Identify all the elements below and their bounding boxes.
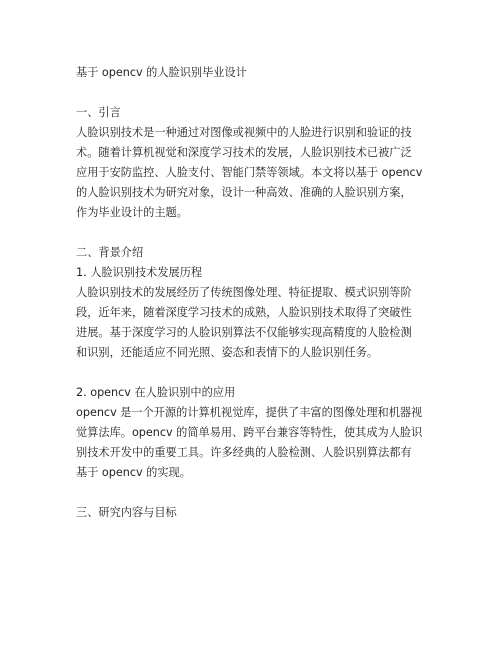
section-heading-background: 二、背景介绍 <box>76 246 144 259</box>
paragraph-line: 人脸识别技术的发展经历了传统图像处理、特征提取、模式识别等阶 <box>76 286 412 299</box>
paragraph-line: opencv 是一个开源的计算机视觉库，提供了丰富的图像处理和机器视 <box>76 406 423 419</box>
document-title: 基于 opencv 的人脸识别毕业设计 <box>76 66 247 79</box>
opencv-paragraph <box>76 403 428 483</box>
paragraph-line: 觉算法库。opencv 的简单易用、跨平台兼容等特性，使其成为人脸识 <box>76 426 423 439</box>
paragraph-line: 术。随着计算机视觉和深度学习技术的发展，人脸识别技术已被广泛 <box>76 146 412 159</box>
section-spacer <box>76 223 428 243</box>
paragraph-line: 应用于安防监控、人脸支付、智能门禁等领域。本文将以基于 opencv <box>76 166 423 179</box>
history-paragraph <box>76 283 428 363</box>
subsection-heading-history: 1. 人脸识别技术发展历程 <box>76 266 203 279</box>
introduction-paragraph <box>76 123 428 223</box>
section-spacer <box>76 363 428 383</box>
document-body <box>76 63 428 523</box>
paragraph-line: 人脸识别技术是一种通过对图像或视频中的人脸进行识别和验证的技 <box>76 126 412 139</box>
section-heading-research: 三、研究内容与目标 <box>76 506 177 519</box>
paragraph-line: 和识别，还能适应不同光照、姿态和表情下的人脸识别任务。 <box>76 346 379 359</box>
subsection-heading-opencv: 2. opencv 在人脸识别中的应用 <box>76 386 236 399</box>
paragraph-line: 段，近年来，随着深度学习技术的成熟，人脸识别技术取得了突破性 <box>76 306 412 319</box>
paragraph-line: 的人脸识别技术为研究对象，设计一种高效、准确的人脸识别方案， <box>76 186 412 199</box>
paragraph-line: 进展。基于深度学习的人脸识别算法不仅能够实现高精度的人脸检测 <box>76 326 412 339</box>
paragraph-line: 别技术开发中的重要工具。许多经典的人脸检测、人脸识别算法都有 <box>76 446 412 459</box>
section-heading-introduction: 一、引言 <box>76 106 121 119</box>
paragraph-line: 基于 opencv 的实现。 <box>76 466 191 479</box>
paragraph-line: 作为毕业设计的主题。 <box>76 206 188 219</box>
section-spacer <box>76 483 428 503</box>
